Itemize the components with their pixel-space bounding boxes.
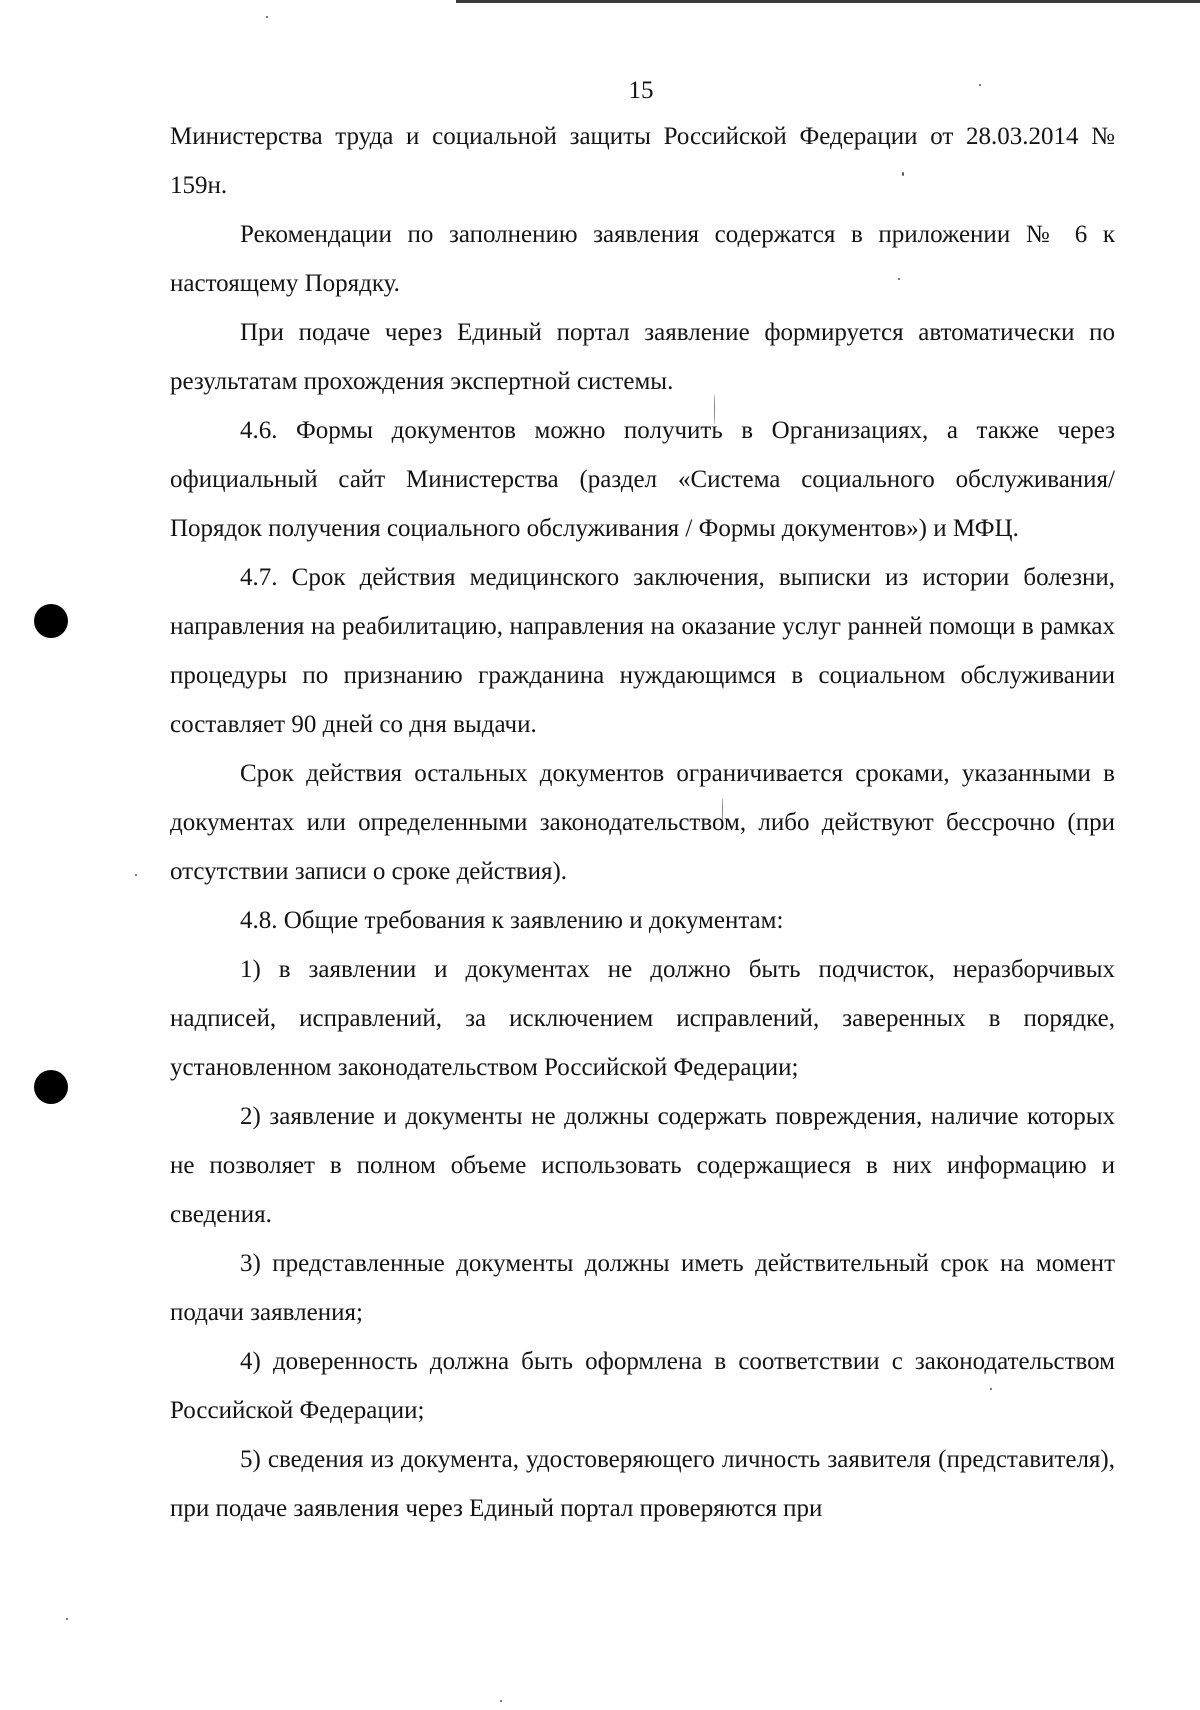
list-item-1: 1) в заявлении и документах не должно быть подчисток, неразборчивых надписей, исправлений, за исключением исправлений, заверенных в порядке, установленном законодательством Российской Федерации; [170,956,1115,1081]
page-number: 15 [628,77,654,104]
list-item-5: 5) сведения из документа, удостоверяющего личность заявителя (представителя), при подаче заявления через Единый портал проверяются при [170,1446,1115,1522]
paragraph-validity: Срок действия остальных документов ограничивается сроками, указанными в документах или определенными законодательством, либо действуют бессрочно (при отсутствии записи о сроке действия). [170,760,1115,885]
punch-hole [34,604,68,638]
scan-speck [66,1618,68,1620]
paragraph-single-portal: При подаче через Единый портал заявление формируется автоматически по результатам прохождения экспертной системы. [170,319,1115,395]
list-item-3: 3) представленные документы должны иметь действительный срок на момент подачи заявления; [170,1250,1115,1326]
paragraph-4-8: 4.8. Общие требования к заявлению и документам: [240,907,784,934]
list-item-2: 2) заявление и документы не должны содержать повреждения, наличие которых не позволяет в полном объеме использовать содержащиеся в них информацию и сведения. [170,1103,1115,1228]
body-text [170,112,1115,1533]
scan-speck [500,1700,502,1702]
paragraph-recommendations: Рекомендации по заполнению заявления содержатся в приложении № 6 к настоящему Порядку. [170,221,1115,297]
scan-edge-line [456,0,1200,3]
list-item-4: 4) доверенность должна быть оформлена в соответствии с законодательством Российской Федерации; [170,1348,1115,1424]
paragraph-ministry-reference: Министерства труда и социальной защиты Российской Федерации от 28.03.2014 № 159н. [170,123,1115,199]
paragraph-4-6: 4.6. Формы документов можно получить в Организациях, а также через официальный сайт Министерства (раздел «Система социального обслуживания/Порядок получения социального обслуживания / Формы документов») и МФЦ. [170,417,1115,542]
scan-speck [266,16,268,18]
punch-hole [34,1070,68,1104]
paragraph-4-7: 4.7. Срок действия медицинского заключения, выписки из истории болезни, направления на реабилитацию, направления на оказание услуг ранней помощи в рамках процедуры по признанию гражданина нуждающимся в социальном обслуживании составляет 90 дней со дня выдачи. [170,564,1115,738]
scan-speck [135,874,137,876]
